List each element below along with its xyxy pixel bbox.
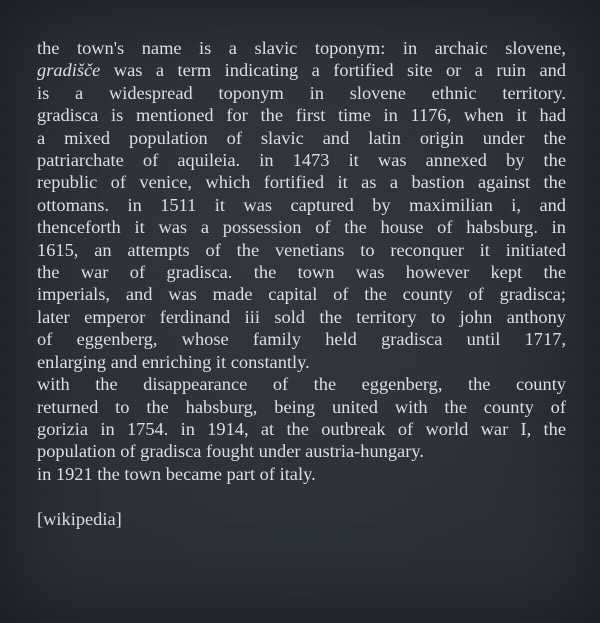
- text-line: population of gradisca fought under austria-hungary.: [37, 441, 424, 462]
- source-citation: [wikipedia]: [37, 508, 122, 529]
- text-line: thenceforth it was a possession of the house of habsburg. in: [37, 217, 566, 238]
- text-line: enlarging and enriching it constantly.: [37, 351, 310, 372]
- text-line: gradisca is mentioned for the first time in 1176, when it had: [37, 105, 566, 126]
- text-line: the town's name is a slavic toponym: in archaic slovene,: [37, 38, 566, 58]
- blank-line: [37, 485, 566, 507]
- text-line: [37, 59, 566, 81]
- text-line: republic of venice, which fortified it as a bastion against the: [37, 172, 566, 193]
- text-line: is a widespread toponym in slovene ethnic territory.: [37, 82, 566, 103]
- text-line: ottomans. in 1511 it was captured by maximilian i, and: [37, 194, 566, 215]
- text-line-rest: was a term indicating a fortified site or a ruin and: [100, 60, 566, 81]
- italic-term: gradišče: [37, 60, 101, 81]
- text-line: with the disappearance of the eggenberg, the county: [37, 374, 566, 395]
- text-line: of eggenberg, whose family held gradisca until 1717,: [37, 329, 566, 350]
- text-line: in 1921 the town became part of italy.: [37, 463, 316, 484]
- text-line: 1615, an attempts of the venetians to reconquer it initiated: [37, 239, 566, 260]
- text-line: patriarchate of aquileia. in 1473 it was annexed by the: [37, 150, 566, 171]
- article-text: [37, 37, 566, 530]
- text-line: later emperor ferdinand iii sold the territory to john anthony: [37, 306, 566, 327]
- text-line: gorizia in 1754. in 1914, at the outbreak of world war I, the: [37, 418, 566, 439]
- text-line: the war of gradisca. the town was however kept the: [37, 262, 566, 283]
- text-line: imperials, and was made capital of the county of gradisca;: [37, 284, 566, 305]
- text-line: a mixed population of slavic and latin origin under the: [37, 127, 566, 148]
- text-line: returned to the habsburg, being united with the county of: [37, 396, 566, 417]
